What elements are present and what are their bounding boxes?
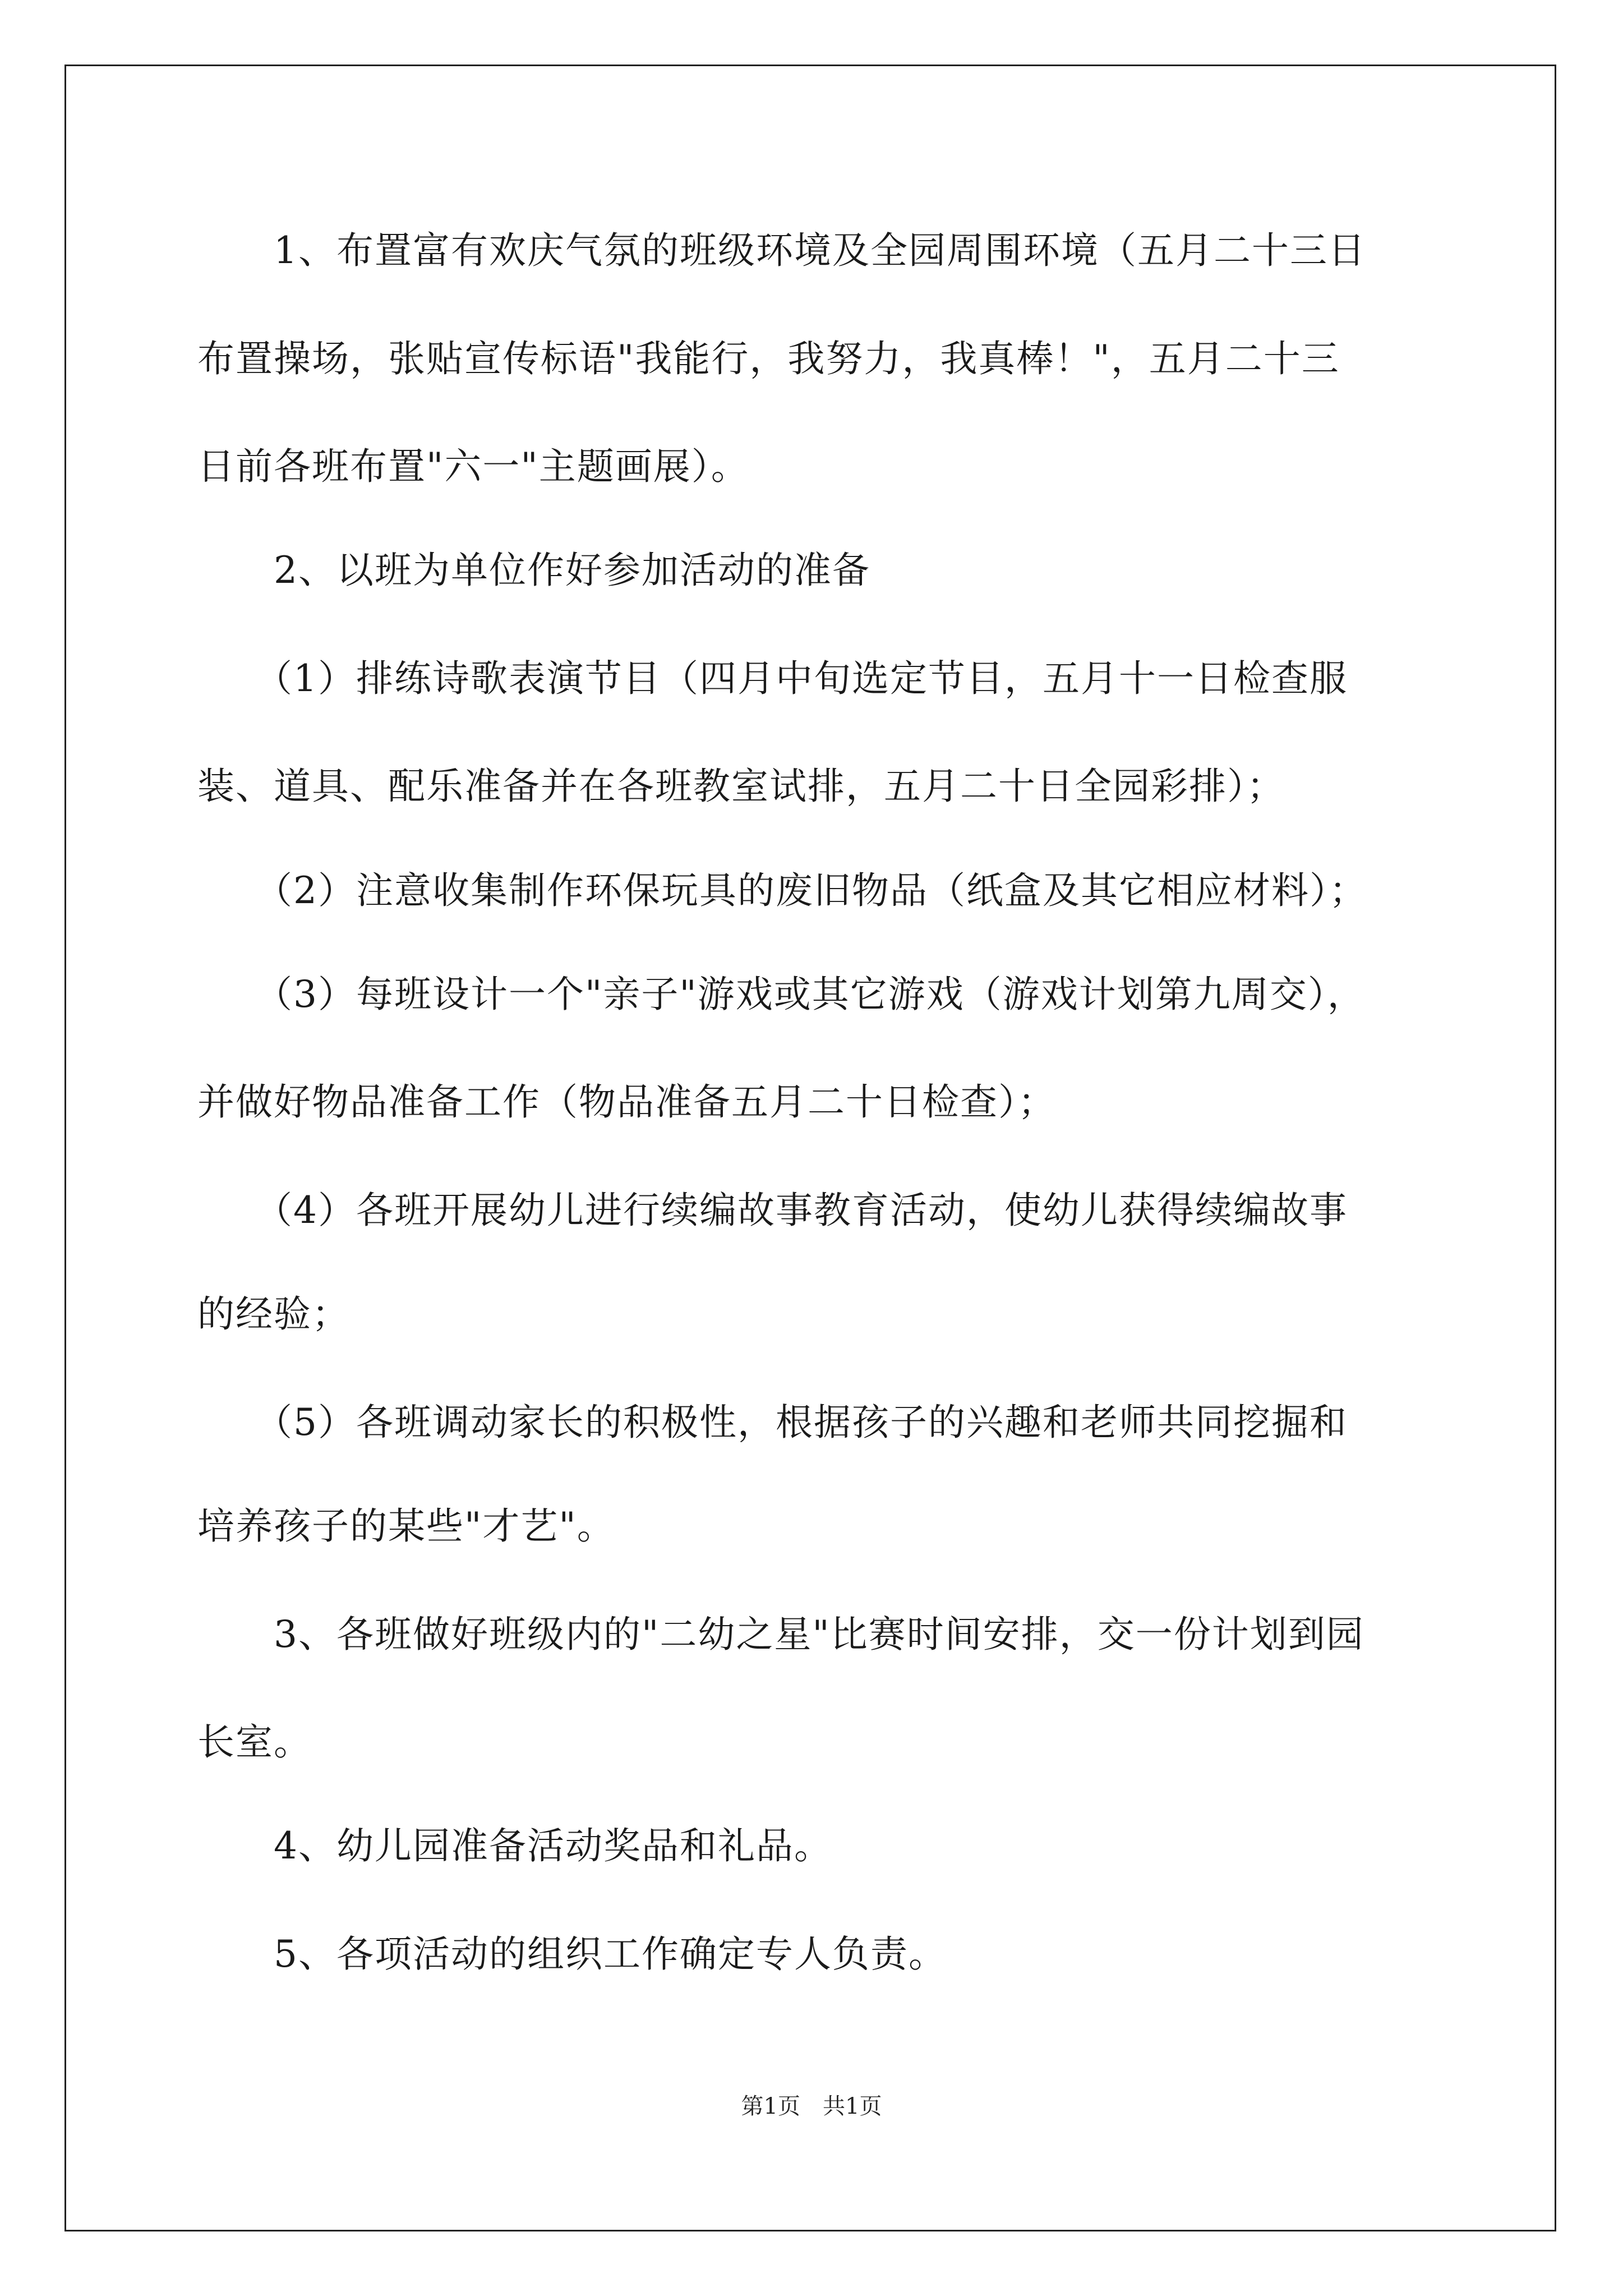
text-line: 布置操场，张贴宣传标语"我能行，我努力，我真棒！"，五月二十三 xyxy=(197,337,1340,380)
text-line: 并做好物品准备工作（物品准备五月二十日检查）； xyxy=(197,1080,1056,1124)
text-line: 装、道具、配乐准备并在各班教室试排，五月二十日全园彩排）； xyxy=(197,765,1285,808)
text-line: 1、布置富有欢庆气氛的班级环境及全园周围环境（五月二十三日 xyxy=(197,229,1366,272)
text-line: 5、各项活动的组织工作确定专人负责。 xyxy=(197,1932,947,1976)
text-line: 培养孩子的某些"才艺"。 xyxy=(197,1504,615,1548)
text-line: 4、幼儿园准备活动奖品和礼品。 xyxy=(197,1824,832,1867)
text-line: 3、各班做好班级内的"二幼之星"比赛时间安排，交一份计划到园 xyxy=(197,1613,1364,1656)
text-line: （1）排练诗歌表演节目（四月中旬选定节目，五月十一日检查服 xyxy=(197,657,1348,700)
text-line: （5）各班调动家长的积极性，根据孩子的兴趣和老师共同挖掘和 xyxy=(197,1401,1348,1444)
text-line: 长室。 xyxy=(197,1720,312,1764)
text-line: 的经验； xyxy=(197,1292,350,1336)
text-line: （4）各班开展幼儿进行续编故事教育活动，使幼儿获得续编故事 xyxy=(197,1189,1348,1232)
page-number-footer: 第1页 共1页 xyxy=(741,2093,882,2119)
text-line: 2、以班为单位作好参加活动的准备 xyxy=(197,549,870,592)
text-line: 日前各班布置"六一"主题画展）。 xyxy=(197,445,749,488)
text-line: （2）注意收集制作环保玩具的废旧物品（纸盒及其它相应材料）； xyxy=(197,869,1367,912)
page-border xyxy=(64,65,1556,2231)
text-line: （3）每班设计一个"亲子"游戏或其它游戏（游戏计划第九周交）， xyxy=(197,973,1366,1016)
